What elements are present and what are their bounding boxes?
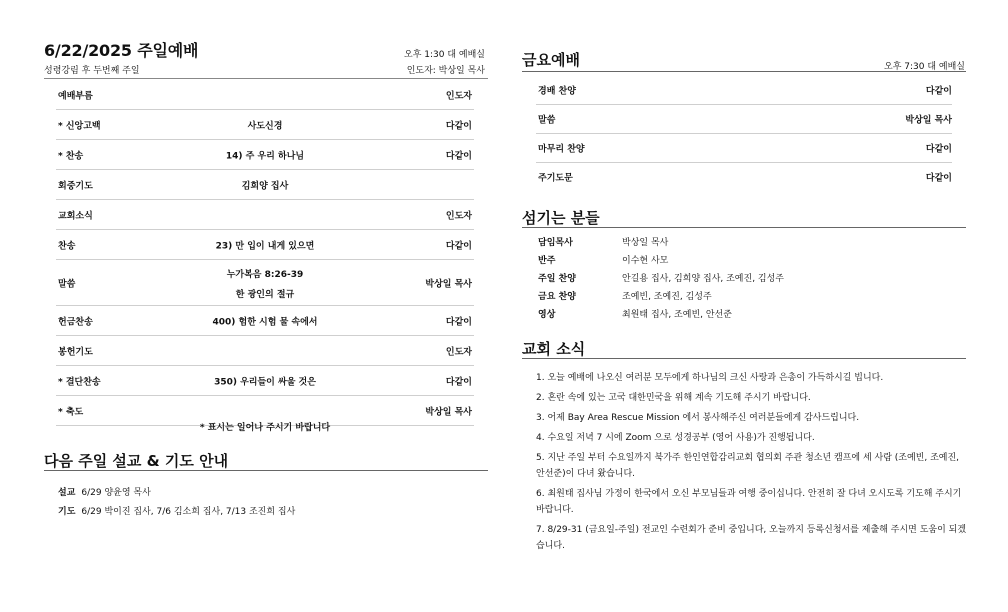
order-item-name: 회중기도 xyxy=(58,181,93,191)
news-item: 7. 8/29-31 (금요일-주일) 전교인 수련회가 준비 중입니다, 오늘까지 등록신청서를 제출해 주시면 도움이 되겠습니다. xyxy=(536,525,967,551)
order-row xyxy=(56,230,474,260)
prayer-info: 6/29 박이진 집사, 7/6 김소희 집사, 7/13 조진희 집사 xyxy=(81,507,296,517)
order-item-name: * 축도 xyxy=(58,407,84,417)
server-row xyxy=(538,289,938,307)
order-item-name: 헌금찬송 xyxy=(58,317,93,327)
order-row xyxy=(56,260,474,306)
order-item-leader: 다같이 xyxy=(445,317,472,327)
order-item-detail: 23) 만 입이 내게 있으면 xyxy=(215,241,315,251)
order-of-service xyxy=(56,80,474,426)
order-item-leader: 다같이 xyxy=(445,241,472,251)
next-week-title: 다음 주일 설교 & 기도 안내 xyxy=(44,450,488,471)
server-row xyxy=(538,235,938,253)
news-list xyxy=(536,370,968,558)
order-item-leader: 박상일 목사 xyxy=(425,279,472,289)
news-item: 2. 혼란 속에 있는 고국 대한민국을 위해 계속 기도해 주시기 바랍니다. xyxy=(536,393,811,403)
server-row xyxy=(538,307,938,325)
order-row xyxy=(56,306,474,336)
friday-row xyxy=(536,134,952,163)
server-people: 조예빈, 조예진, 김성주 xyxy=(622,292,712,302)
order-row xyxy=(56,200,474,230)
friday-item-name: 마무리 찬양 xyxy=(538,144,585,155)
next-prayer-row xyxy=(58,504,295,517)
sunday-header xyxy=(44,38,488,79)
order-item-name: 찬송 xyxy=(58,241,76,251)
sermon-info: 6/29 양윤영 목사 xyxy=(81,488,151,498)
page-title: 6/22/2025 주일예배 xyxy=(44,41,199,60)
server-role: 주일 찬양 xyxy=(538,274,576,284)
order-item-detail: 김희양 집사 xyxy=(241,181,289,191)
server-role: 영상 xyxy=(538,310,556,320)
page-subtitle: 성령강림 후 두번째 주일 xyxy=(44,66,140,76)
prayer-label: 기도 xyxy=(58,507,76,517)
news-item: 1. 오늘 예배에 나오신 여러분 모두에게 하나님의 크신 사랑과 은총이 가득하시길 빕니다. xyxy=(536,373,884,383)
friday-time: 오후 7:30 대 예배실 xyxy=(884,62,965,72)
friday-row xyxy=(536,105,952,134)
order-row xyxy=(56,336,474,366)
order-item-leader: 다같이 xyxy=(445,121,472,131)
order-item-name: * 결단찬송 xyxy=(58,377,101,387)
friday-row xyxy=(536,76,952,105)
news-title: 교회 소식 xyxy=(522,338,966,359)
sermon-title: 한 광인의 절규 xyxy=(235,290,295,300)
order-row xyxy=(56,366,474,396)
friday-item-leader: 다같이 xyxy=(925,173,952,184)
friday-title: 금요예배 xyxy=(522,49,966,72)
standing-note: * 표시는 일어나 주시기 바랍니다 xyxy=(199,423,331,433)
order-item-detail: 400) 험한 시험 물 속에서 xyxy=(212,317,318,327)
news-item: 3. 어제 Bay Area Rescue Mission 에서 봉사해주신 여러분들에게 감사드립니다. xyxy=(536,413,860,423)
friday-item-leader: 박상일 목사 xyxy=(905,115,952,126)
news-item: 6. 최원태 집사님 가정이 한국에서 오신 부모님들과 여행 중이십니다. 안전히 잘 다녀 오시도록 기도해 주시기 바랍니다. xyxy=(536,489,962,515)
server-people: 박상일 목사 xyxy=(622,238,669,248)
servers-title: 섬기는 분들 xyxy=(522,207,966,228)
servers-list xyxy=(538,235,938,325)
server-people: 최원태 집사, 조예빈, 안선준 xyxy=(622,310,732,320)
order-item-leader: 인도자 xyxy=(445,347,472,357)
order-item-leader: 인도자 xyxy=(445,91,472,101)
friday-item-name: 말씀 xyxy=(538,115,556,126)
server-role: 반주 xyxy=(538,256,556,266)
server-people: 안길용 집사, 김희양 집사, 조예진, 김성주 xyxy=(622,274,784,284)
order-item-name: 교회소식 xyxy=(58,211,93,221)
order-item-detail: 사도신경 xyxy=(247,121,283,131)
server-role: 금요 찬양 xyxy=(538,292,576,302)
service-leader: 인도자: 박상일 목사 xyxy=(406,66,485,76)
server-people: 이수현 사모 xyxy=(622,256,669,266)
order-item-leader: 다같이 xyxy=(445,377,472,387)
order-row xyxy=(56,170,474,200)
order-item-leader: 박상일 목사 xyxy=(425,407,472,417)
order-item-detail: 14) 주 우리 하나님 xyxy=(225,151,305,161)
news-item: 5. 지난 주일 부터 수요일까지 북가주 한인연합감리교회 협의회 주관 청소년 캠프에 세 사람 (조예빈, 조예진, 안선준)이 다녀 왔습니다. xyxy=(536,453,960,479)
news-item: 4. 수요일 저녁 7 시에 Zoom 으로 성경공부 (영어 사용)가 진행됩니다. xyxy=(536,433,815,443)
friday-item-leader: 다같이 xyxy=(925,144,952,155)
friday-item-name: 주기도문 xyxy=(538,173,573,184)
order-item-name: 예배부름 xyxy=(58,91,93,101)
server-role: 담임목사 xyxy=(538,238,573,248)
friday-row xyxy=(536,163,952,191)
order-item-name: * 찬송 xyxy=(58,151,84,161)
scripture-reference: 누가복음 8:26-39 xyxy=(226,270,304,280)
order-item-leader: 다같이 xyxy=(445,151,472,161)
service-time: 오후 1:30 대 예배실 xyxy=(404,50,485,60)
next-sermon-row xyxy=(58,485,151,498)
order-row xyxy=(56,140,474,170)
order-item-name: * 신앙고백 xyxy=(58,121,101,131)
order-item-detail: 350) 우리들이 싸울 것은 xyxy=(214,377,316,387)
order-item-leader: 인도자 xyxy=(445,211,472,221)
order-item-name: 봉헌기도 xyxy=(58,347,93,357)
order-row xyxy=(56,80,474,110)
order-item-name: 말씀 xyxy=(58,279,76,289)
friday-item-name: 경배 찬양 xyxy=(538,86,576,97)
friday-order xyxy=(536,76,952,191)
server-row xyxy=(538,271,938,289)
server-row xyxy=(538,253,938,271)
friday-item-leader: 다같이 xyxy=(925,86,952,97)
sermon-label: 설교 xyxy=(58,488,76,498)
order-row xyxy=(56,110,474,140)
